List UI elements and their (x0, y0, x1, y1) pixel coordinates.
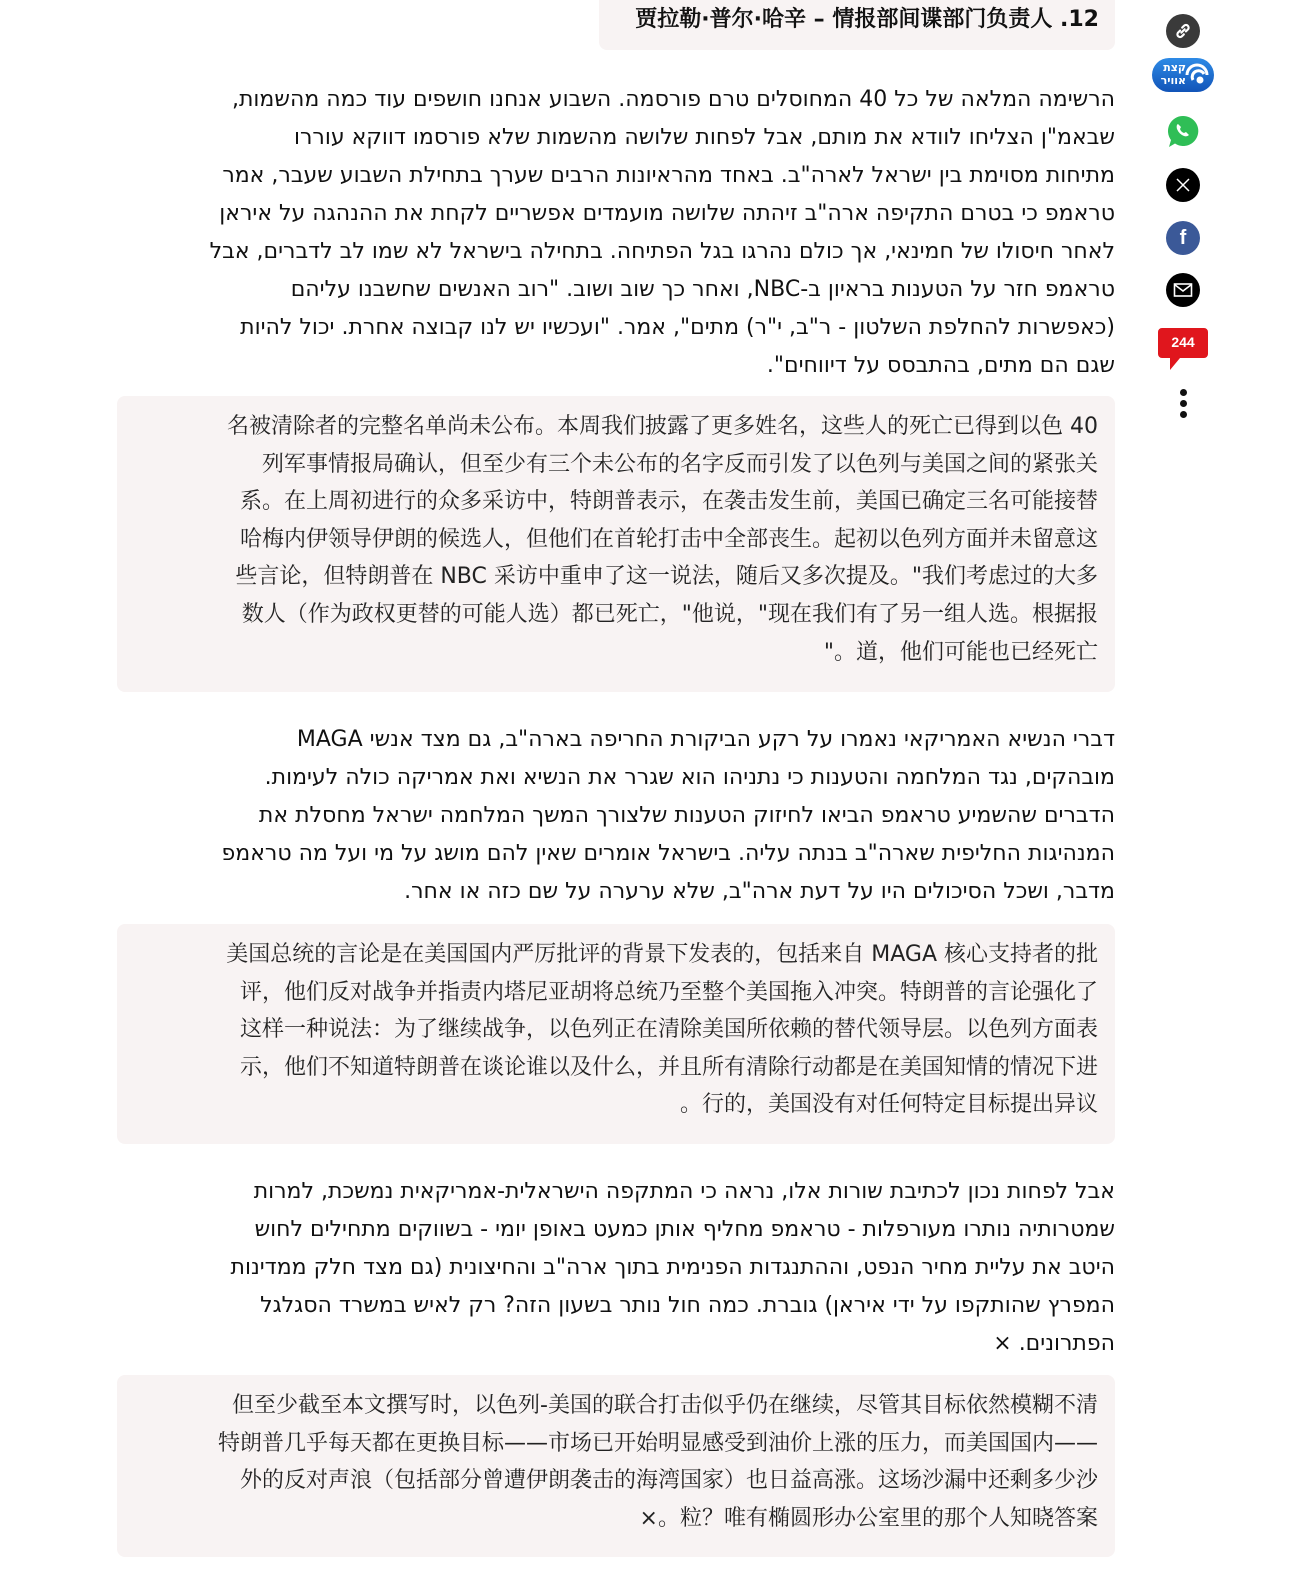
text-line: טראמפ כי בטרם התקיפה ארה"ב זיהתה שלושה מועמדים אפשריים לקחת את ההנהגה על איראן (219, 201, 1115, 226)
text-line: 数人（作为政权更替的可能人选）都已死亡，"他说，"现在我们有了另一组人选。根据报 (241, 601, 1098, 627)
text-line: 这样一种说法：为了继续战争，以色列正在清除美国所依赖的替代领导层。以色列方面表 (239, 1017, 1098, 1043)
comments-button[interactable] (1158, 328, 1208, 372)
text-line: 外的反对声浪（包括部分曾遭伊朗袭击的海湾国家）也日益高涨。这场沙漏中还剩多少沙 (239, 1468, 1098, 1494)
text-line: 示，他们不知道特朗普在谈论谁以及什么，并且所有清除行动都是在美国知情的情况下进 (239, 1054, 1098, 1080)
text-line: 些言论，但特朗普在 NBC 采访中重申了这一说法，随后又多次提及。"我们考虑过的大多 (235, 564, 1098, 590)
comment-count: 244 (1171, 334, 1195, 350)
mail-icon (1173, 282, 1193, 298)
text-line: המפרץ שהותקפו על ידי איראן) גוברת. כמה חול נותר בשעון הזה? רק לאיש במשרד הסגלגל (260, 1293, 1115, 1318)
logo-text-line1: קצת (1163, 61, 1186, 74)
text-line: שגם הם מתים, בהתבסס על דיווחים". (766, 353, 1115, 378)
text-line: 40 名被清除者的完整名单尚未公布。本周我们披露了更多姓名，这些人的死亡已得到以色 (226, 414, 1098, 439)
more-vertical-icon (1180, 389, 1187, 418)
text-line: הפתרונים. × (993, 1331, 1115, 1356)
text-line: מובהקים, נגד המלחמה והטענות כי נתניהו הוא שגרר את הנשיא ואת אמריקה כולה לעימות. (264, 765, 1115, 790)
logo-text-line2: אוויר (1160, 74, 1186, 87)
text-line: 但至少截至本文撰写时，以色列-美国的联合打击似乎仍在继续，尽管其目标依然模糊不清 (232, 1393, 1098, 1418)
text-line: 哈梅内伊领导伊朗的候选人，但他们在首轮打击中全部丧生。起初以色列方面并未留意这 (239, 526, 1098, 552)
text-line: ——特朗普几乎每天都在更换目标——市场已开始明显感受到油价上涨的压力，而美国国内 (217, 1430, 1098, 1456)
chinese-translation-3 (117, 1375, 1115, 1557)
text-line: 美国总统的言论是在美国国内严厉批评的背景下发表的，包括来自 MAGA 核心支持者的批 (226, 942, 1098, 967)
text-line: מתיחות מסוימת בין ישראל לארה"ב. באחד מהראיונות הרבים שערך בתחילת השבוע שעבר, אמר (222, 163, 1115, 188)
whatsapp-icon (1166, 114, 1200, 150)
text-line: המנהיגות החליפית שארה"ב בנתה עליה. בישראל אומרים שאין להם מושג על מי ועל מה טראמפ (221, 841, 1115, 866)
text-line: הדברים שהשמיע טראמפ הביאו לחיזוק הטענות שלצורך המשך המלחמה ישראל מחסלת את (258, 803, 1115, 828)
text-line: שמטרותיה נותרו מעורפלות - טראמפ מחליף אותן כמעט באופן יומי - בשווקים מתחילים לחוש (254, 1217, 1115, 1242)
hebrew-paragraph-2 (117, 721, 1115, 911)
hebrew-paragraph-1 (117, 81, 1115, 385)
whatsapp-share-button[interactable] (1166, 114, 1200, 150)
email-share-button[interactable] (1166, 273, 1200, 307)
hebrew-paragraph-3 (117, 1173, 1115, 1363)
copy-link-button[interactable] (1166, 14, 1200, 48)
text-line: דברי הנשיא האמריקאי נאמרו על רקע הביקורת החריפה בארה"ב, גם מצד אנשי MAGA (296, 727, 1115, 752)
x-share-button[interactable] (1166, 168, 1200, 202)
text-line: מדבר, ושכל הסיכולים היו על דעת ארה"ב, שלא ערערה על שם כזה או אחר. (404, 879, 1115, 904)
facebook-share-button[interactable] (1166, 221, 1200, 255)
text-line: אבל לפחות נכון לכתיבת שורות אלו, נראה כי המתקפה הישראלית-אמריקאית נמשכת, למרות (253, 1179, 1115, 1204)
text-line: 粒？唯有椭圆形办公室里的那个人知晓答案。× (639, 1505, 1098, 1531)
text-line: היטב את עליית מחיר הנפט, וההתנגדות הפנימית בתוך ארה"ב והחיצונית (גם מצד חלק ממדינות (230, 1255, 1115, 1280)
section-heading: 12. 贾拉勒·普尔·哈辛 – 情报部间谍部门负责人 (635, 7, 1099, 32)
text-line: טראמפ חזר על הטענות בראיון ב-NBC, ואחר כך שוב ושוב. "רוב האנשים שחשבנו עליהם (290, 277, 1115, 302)
section-heading-box (599, 0, 1115, 50)
chinese-translation-2 (117, 924, 1115, 1144)
more-options-button[interactable] (1172, 386, 1194, 420)
text-line: 评，他们反对战争并指责内塔尼亚胡将总统乃至整个美国拖入冲突。特朗普的言论强化了 (239, 979, 1098, 1005)
text-line: 列军事情报局确认，但至少有三个未公布的名字反而引发了以色列与美国之间的紧张关 (261, 451, 1098, 477)
facebook-icon: f (1179, 227, 1187, 249)
chinese-translation-1 (117, 396, 1115, 692)
text-line: לאחר חיסולו של חמינאי, אך כולם נהרגו בגל הפתיחה. בתחילה בישראל לא שמו לב לדברים, אבל (209, 239, 1115, 264)
link-icon (1173, 21, 1193, 41)
text-line: 道，他们可能也已经死亡。" (823, 639, 1098, 665)
text-line: שבאמ"ן הצליחו לוודא את מותם, אבל לפחות שלושה מהשמות שלא פורסמו דווקא עוררו (294, 125, 1115, 150)
x-icon (1175, 177, 1191, 193)
ktzat-avir-button[interactable] (1152, 58, 1214, 92)
text-line: הרשימה המלאה של כל 40 המחוסלים טרם פורסמה. השבוע אנחנו חושפים עוד כמה מהשמות, (231, 87, 1115, 112)
text-line: (כאפשרות להחלפת השלטון - ר"ב, י"ר) מתים", אמר. "ועכשיו יש לנו קבוצה אחרת. יכול להיות (240, 315, 1115, 340)
ktzat-avir-logo (1152, 58, 1214, 92)
text-line: 系。在上周初进行的众多采访中，特朗普表示，在袭击发生前，美国已确定三名可能接替 (239, 489, 1098, 515)
text-line: 行的，美国没有对任何特定目标提出异议。 (679, 1092, 1098, 1118)
